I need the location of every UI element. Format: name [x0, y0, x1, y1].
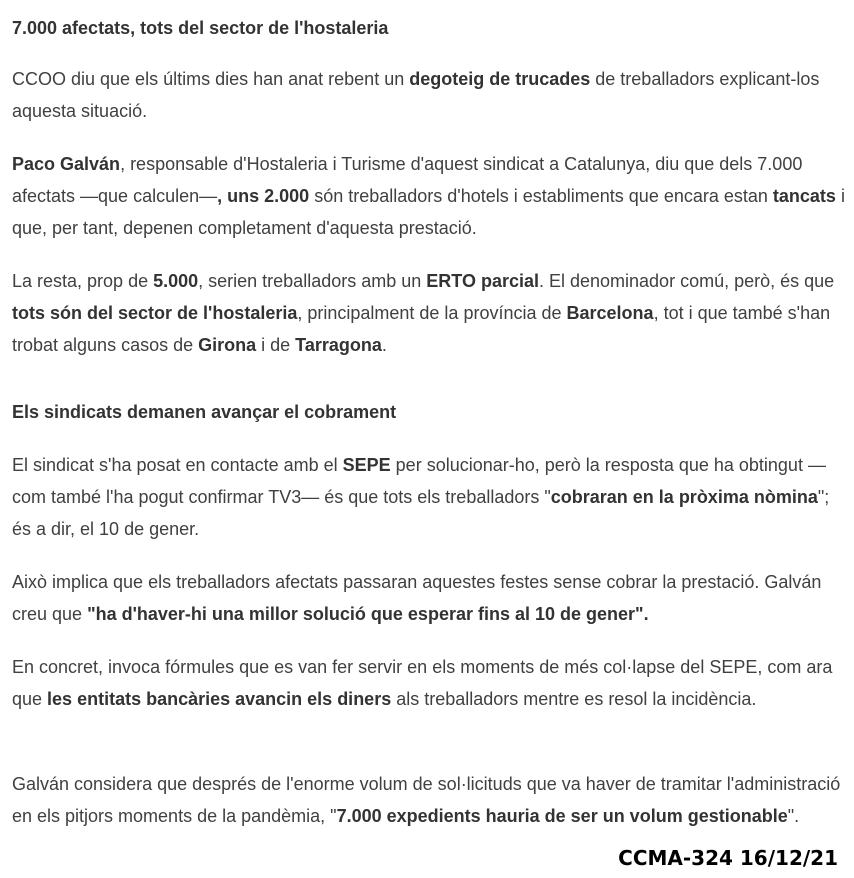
text-run: En concret, invoca fórmules que es van fer servir en els moments de més col·lapse del SEPE, com ara que	[12, 657, 833, 709]
paragraph	[12, 651, 846, 715]
bold-text: 5.000	[153, 271, 199, 291]
text-run: El sindicat s'ha posat en contacte amb el	[12, 455, 343, 475]
text-run: de treballadors explicant-los aquesta situació.	[12, 69, 820, 121]
paragraph	[12, 148, 846, 244]
paragraph	[12, 768, 846, 832]
bold-text: SEPE	[342, 455, 391, 475]
text-run: CCOO diu que els últims dies han anat rebent un	[12, 69, 410, 89]
text-run: , principalment de la província de	[297, 303, 567, 323]
bold-text: 7.000 expedients hauria de ser un volum gestionable	[336, 806, 788, 826]
text-run: són treballadors d'hotels i establiments que encara estan	[309, 186, 773, 206]
bold-text: tancats	[772, 186, 836, 206]
bold-text: Barcelona	[566, 303, 654, 323]
text-run: per solucionar-ho, però la resposta que ha obtingut —com també l'ha pogut confirmar TV3— és que tots els treballadors "	[12, 455, 826, 507]
text-run: , responsable d'Hostaleria i Turisme d'aquest sindicat a Catalunya, diu que dels 7.000 afectats —que calculen—	[12, 154, 803, 206]
bold-text: Girona	[198, 335, 257, 355]
bold-text: Paco Galván	[12, 154, 121, 174]
paragraph	[12, 63, 846, 127]
text-run: "; és a dir, el 10 de gener.	[12, 487, 830, 539]
bold-text: Tarragona	[295, 335, 382, 355]
text-run: ".	[787, 806, 800, 826]
bold-text: ERTO parcial	[426, 271, 539, 291]
text-run: , serien treballadors amb un	[198, 271, 427, 291]
bold-text: cobraran en la pròxima nòmina	[550, 487, 818, 507]
text-run: . El denominador comú, però, és que	[538, 271, 835, 291]
text-run: i que, per tant, depenen completament d'aquesta prestació.	[12, 186, 845, 238]
bold-text: tots són del sector de l'hostaleria	[12, 303, 298, 323]
text-run: i de	[256, 335, 296, 355]
bold-text: les entitats bancàries avancin els diners	[47, 689, 392, 709]
bold-text: , uns 2.000	[217, 186, 310, 206]
text-run: Això implica que els treballadors afectats passaran aquestes festes sense cobrar la prestació. Galván creu que	[12, 572, 822, 624]
text-run: Galván considera que després de l'enorme volum de sol·licituds que va haver de tramitar l'administració en els pitjors moments de la pandèmia, "	[12, 774, 841, 826]
section-heading: 7.000 afectats, tots del sector de l'hostaleria	[12, 18, 389, 38]
text-run: .	[381, 335, 387, 355]
paragraph	[12, 449, 846, 545]
paragraph	[12, 265, 846, 361]
bold-text: degoteig de trucades	[409, 69, 591, 89]
text-run: La resta, prop de	[12, 271, 154, 291]
section-heading: Els sindicats demanen avançar el cobrament	[12, 402, 397, 422]
text-run: als treballadors mentre es resol la incidència.	[391, 689, 757, 709]
paragraph	[12, 566, 846, 630]
bold-text: "ha d'haver-hi una millor solució que esperar fins al 10 de gener".	[87, 604, 649, 624]
text-run: , tot i que també s'han trobat alguns casos de	[12, 303, 831, 355]
source-stamp: CCMA-324 16/12/21	[618, 846, 838, 870]
